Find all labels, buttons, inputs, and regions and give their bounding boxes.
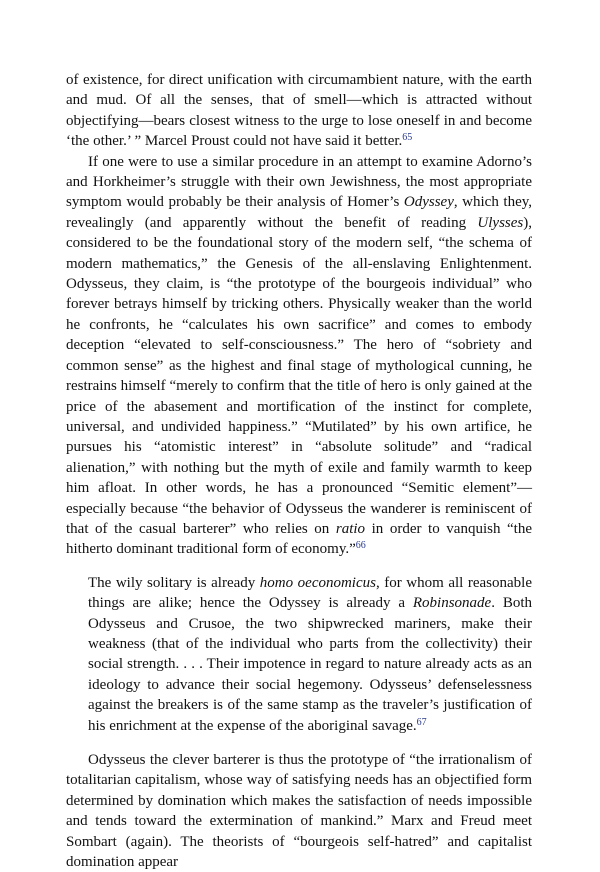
paragraph-clever-barterer <box>66 750 532 872</box>
title-odyssey: Odyssey <box>403 194 454 211</box>
paragraph-odyssey-analysis <box>66 152 532 560</box>
footnote-ref-65[interactable]: 65 <box>402 132 413 144</box>
paragraph-continuation <box>66 70 532 152</box>
document-page <box>66 70 532 872</box>
text-segment: If one were to use a similar procedure in an attempt to examine Adorno’s and Horkheimer’s struggle with their own Jewishness, the most appropriate symptom would probably be their analysis of Homer’s <box>66 153 532 211</box>
text-segment: ), considered to be the foundational story of the modern self, “the schema of modern mathematics,” the Genesis of the all-enslaving Enlightenment. Odysseus, they claim, is “the prototype of the bourgeois individual” who forever betrays himself by tricking others. Physically weaker than the world he confronts, he “calculates his own sacrifice” and comes to embody deception “elevated to self-consciousness.” The hero of “sobriety and common sense” as the highest and final stage of mythological cunning, he restrains himself “merely to confirm that the title of hero is only gained at the price of the abasement and mortification of the instinct for complete, universal, and undivided happiness.” “Mutilated” by his own artifice, he pursues his “atomistic interest” in “absolute solitude” and “radical alienation,” with nothing but the myth of exile and family warmth to keep him afloat. In other words, he has a pronounced “Semitic element”—especially because “the behavior of Odysseus the wanderer is reminiscent of that of the casual barterer” who relies on <box>66 214 532 537</box>
paragraph-text: of existence, for direct unification with circumambient nature, with the earth and mud. Of all the senses, that of smell—which is attracted without objectifying—bears closest witness to the urge to lose oneself in and become ‘the other.’ ” Marcel Proust could not have said it better. <box>66 72 532 150</box>
footnote-ref-67[interactable]: 67 <box>416 716 427 728</box>
footnote-ref-66[interactable]: 66 <box>355 540 366 552</box>
block-quote <box>88 573 532 736</box>
term-ratio: ratio <box>335 520 366 537</box>
quote-segment: . Both Odysseus and Crusoe, the two shipwrecked mariners, make their weakness (that of the individual who parts from the collectivity) their social strength. . . . Their impotence in regard to nature already acts as an ideology to advance their social hegemony. Odysseus’ defenselessness against the breakers is of the same stamp as the traveler’s justification of his enrichment at the expense of the aboriginal savage. <box>88 595 532 734</box>
text-segment: in order to vanquish “the hitherto dominant traditional form of economy.” <box>66 520 532 558</box>
term-robinsonade: Robinsonade <box>412 595 492 612</box>
quote-segment: The wily solitary is already <box>88 574 260 591</box>
quote-segment: , for whom all reasonable things are alike; hence the Odyssey is already a <box>88 574 532 612</box>
title-ulysses: Ulysses <box>477 214 524 231</box>
text-segment: , which they, revealingly (and apparently without the benefit of reading <box>66 194 532 231</box>
term-homo-oeconomicus: homo oeconomicus <box>259 574 376 591</box>
paragraph-text: Odysseus the clever barterer is thus the prototype of “the irrationalism of totalitarian capitalism, whose way of satisfying needs has an objectified form determined by domination which makes the satisfaction of needs impossible and tends toward the extermination of mankind.” Marx and Freud meet Sombart (again). The theorists of “bourgeois self-hatred” and capitalist domination appear <box>66 752 532 871</box>
